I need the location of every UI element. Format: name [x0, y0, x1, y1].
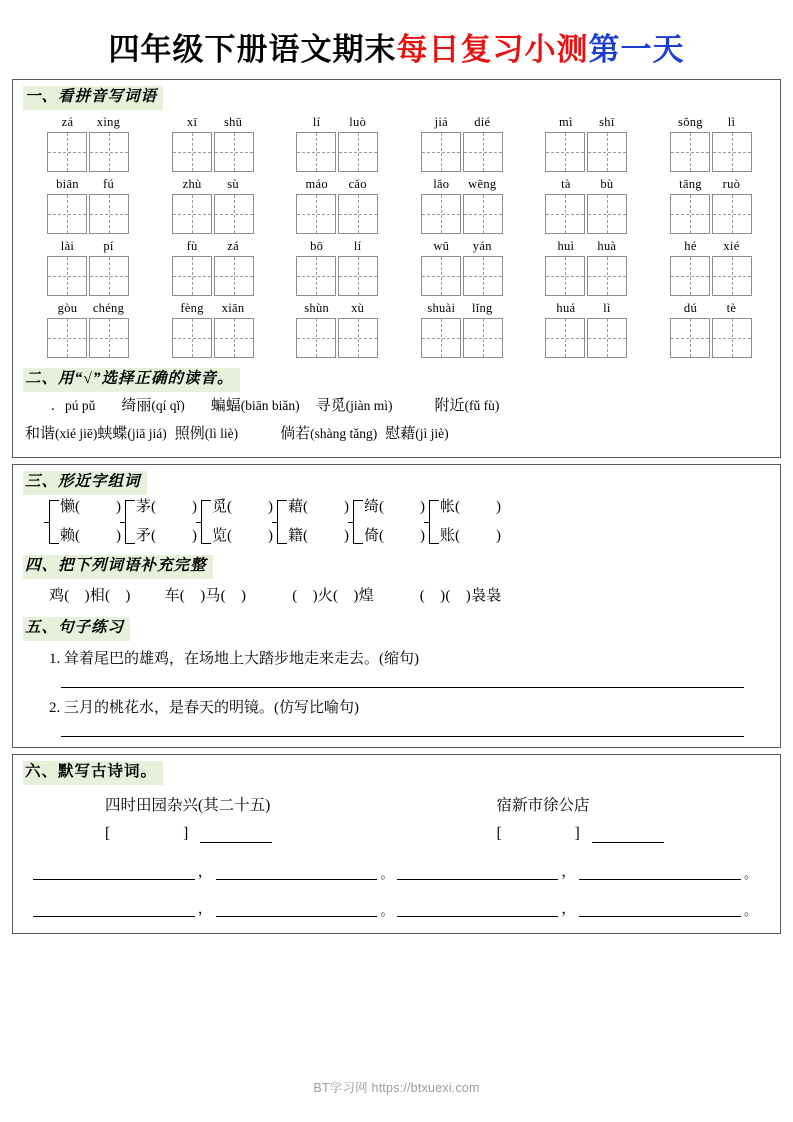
- pinyin-group: [172, 115, 254, 172]
- writing-cell[interactable]: [172, 318, 212, 358]
- pinyin-group: [670, 301, 752, 358]
- writing-cell[interactable]: [712, 256, 752, 296]
- verse-period: 。: [380, 865, 394, 881]
- writing-cell[interactable]: [545, 194, 585, 234]
- writing-cell[interactable]: [587, 318, 627, 358]
- verse-comma: ，: [561, 900, 577, 917]
- pinyin-label: tè: [726, 300, 737, 315]
- pinyin-group: [545, 115, 627, 172]
- pinyin-label: zá: [61, 114, 74, 129]
- pronunciation-item[interactable]: [65, 392, 95, 421]
- writing-cell[interactable]: [670, 194, 710, 234]
- pinyin-label: xié: [723, 238, 740, 253]
- writing-cell[interactable]: [172, 194, 212, 234]
- pair-close: ): [192, 527, 197, 544]
- character-pair: [353, 499, 425, 545]
- pinyin-label: huá: [556, 300, 576, 315]
- verse-period: 。: [380, 902, 394, 918]
- pronunciation-options: (fǔ fù): [464, 397, 500, 413]
- sentence-item-2: 2. 三月的桃花水，是春天的明镜。(仿写比喻句): [49, 699, 359, 716]
- verse-comma: ，: [197, 863, 213, 880]
- section-4-header-wrap: [23, 555, 770, 579]
- pinyin-label: xiān: [221, 300, 245, 315]
- pinyin-group: [545, 239, 627, 296]
- pair-close: ): [496, 527, 501, 544]
- pair-brace-icon: [277, 500, 287, 544]
- pinyin-label: máo: [305, 176, 328, 191]
- section-1-2-box: [12, 79, 781, 458]
- writing-cell[interactable]: [712, 194, 752, 234]
- pronunciation-line-1: [23, 392, 770, 421]
- pair-close: ): [496, 498, 501, 515]
- pinyin-label: tāng: [679, 176, 702, 191]
- pair-bottom[interactable]: [136, 528, 197, 545]
- pinyin-label: lí: [353, 238, 362, 253]
- writing-cell[interactable]: [296, 318, 336, 358]
- writing-cell[interactable]: [214, 256, 254, 296]
- pinyin-group: [296, 239, 378, 296]
- verse-period: 。: [743, 865, 757, 881]
- section-1-header-wrap: [23, 86, 770, 110]
- pinyin-label: sù: [227, 176, 239, 191]
- verse-blank[interactable]: [33, 902, 195, 917]
- pinyin-label: lǐng: [471, 300, 493, 315]
- pinyin-group: [172, 301, 254, 358]
- writing-cell[interactable]: [463, 132, 503, 172]
- pair-char: 账(: [440, 527, 460, 544]
- verse-comma: ，: [561, 863, 577, 880]
- leading-dot: .: [51, 397, 55, 414]
- writing-cell[interactable]: [712, 318, 752, 358]
- similar-character-row: [23, 495, 770, 547]
- writing-cell[interactable]: [338, 318, 378, 358]
- writing-cell[interactable]: [670, 132, 710, 172]
- section-3-heading: 三、形近字组词: [23, 471, 147, 495]
- pronunciation-options: (qí qǐ): [151, 397, 185, 413]
- character-pair: [201, 499, 273, 545]
- pinyin-label: chéng: [92, 300, 125, 315]
- pinyin-label: bù: [600, 176, 614, 191]
- pinyin-label: shī: [599, 114, 615, 129]
- pinyin-label: xī: [186, 114, 198, 129]
- verse-blank[interactable]: [216, 865, 378, 880]
- pinyin-row-3: [23, 239, 770, 296]
- pair-close: ): [116, 527, 121, 544]
- poem-author-bracket-left[interactable]: [ ]: [105, 824, 203, 842]
- pair-close: ): [268, 498, 273, 515]
- pair-char: 帐(: [440, 498, 460, 515]
- writing-cell[interactable]: [296, 256, 336, 296]
- page-title: [0, 0, 793, 79]
- writing-cell[interactable]: [47, 256, 87, 296]
- writing-cell[interactable]: [296, 132, 336, 172]
- pinyin-group: [47, 301, 129, 358]
- pair-close: ): [344, 527, 349, 544]
- pinyin-label: wū: [433, 238, 450, 253]
- verse-row-2: [23, 902, 770, 917]
- writing-cell[interactable]: [47, 132, 87, 172]
- pronunciation-options: (biān biǎn): [240, 397, 300, 413]
- verse-blank[interactable]: [579, 902, 741, 917]
- pair-bottom[interactable]: [60, 528, 121, 545]
- pinyin-group: [296, 301, 378, 358]
- writing-cell[interactable]: [670, 256, 710, 296]
- writing-cell[interactable]: [47, 194, 87, 234]
- pronunciation-word: 和谐: [25, 426, 56, 443]
- pronunciation-line-2: [23, 420, 770, 449]
- pinyin-group: [296, 115, 378, 172]
- pair-bottom[interactable]: [288, 528, 349, 545]
- sentence-item-1: 1. 耸着尾巴的雄鸡，在场地上大踏步地走来走去。(缩句): [49, 650, 419, 667]
- pinyin-label: shuài: [427, 300, 456, 315]
- pronunciation-item[interactable]: [25, 420, 97, 449]
- pronunciation-item[interactable]: [175, 420, 238, 449]
- section-5-header-wrap: [23, 617, 770, 641]
- writing-cell[interactable]: [296, 194, 336, 234]
- verse-blank[interactable]: [216, 902, 378, 917]
- writing-cell[interactable]: [587, 256, 627, 296]
- writing-cell[interactable]: [587, 132, 627, 172]
- pair-top[interactable]: [212, 499, 273, 516]
- pinyin-label: wēng: [468, 176, 497, 191]
- writing-cell[interactable]: [172, 256, 212, 296]
- pronunciation-options: pú pǔ: [65, 397, 96, 413]
- pinyin-group: [421, 177, 503, 234]
- pinyin-label: hé: [684, 238, 697, 253]
- pair-char: 绮(: [364, 498, 384, 515]
- pair-close: ): [420, 498, 425, 515]
- pronunciation-item[interactable]: [316, 392, 393, 421]
- pronunciation-word: 蝙蝠: [210, 397, 241, 414]
- pair-char: 籍(: [288, 527, 308, 544]
- verse-blank[interactable]: [33, 865, 195, 880]
- watermark: BT学习网 https://btxuexi.com: [313, 1081, 480, 1095]
- writing-cell[interactable]: [89, 318, 129, 358]
- poem-title-left: 四时田园杂兴(其二十五): [105, 796, 271, 814]
- pair-close: ): [344, 498, 349, 515]
- writing-cell[interactable]: [89, 194, 129, 234]
- pinyin-label: dú: [683, 300, 698, 315]
- writing-cell[interactable]: [421, 256, 461, 296]
- character-pair: [125, 499, 197, 545]
- word-blank-item[interactable]: ( )( )袅袅: [419, 587, 502, 604]
- pair-brace-icon: [49, 500, 59, 544]
- section-3-4-5-box: [12, 464, 781, 748]
- verse-blank[interactable]: [397, 902, 559, 917]
- pinyin-label: pí: [103, 238, 114, 253]
- pair-char: 懒(: [60, 498, 80, 515]
- pinyin-label: mì: [558, 114, 573, 129]
- word-blank-item[interactable]: 鸡( )相( ): [49, 587, 131, 604]
- pronunciation-word: 倘若: [280, 426, 311, 443]
- pronunciation-item[interactable]: [121, 392, 184, 421]
- poem-title-row: [23, 785, 770, 815]
- pinyin-label: biān: [56, 176, 79, 191]
- pair-brace-icon: [429, 500, 439, 544]
- verse-comma: ，: [197, 900, 213, 917]
- verse-blank[interactable]: [397, 865, 559, 880]
- pinyin-label: jiá: [434, 114, 448, 129]
- sentence-answer-line-1[interactable]: [61, 687, 744, 688]
- section-6-box: [12, 754, 781, 934]
- writing-cell[interactable]: [545, 132, 585, 172]
- pinyin-group: [172, 177, 254, 234]
- pair-close: ): [268, 527, 273, 544]
- pronunciation-options: (xié jiē): [55, 426, 98, 442]
- pinyin-label: xìng: [96, 114, 121, 129]
- character-pair: [277, 499, 349, 545]
- pinyin-label: dié: [474, 114, 491, 129]
- writing-cell[interactable]: [214, 132, 254, 172]
- complete-words-line: [23, 579, 770, 607]
- pinyin-group: [670, 239, 752, 296]
- writing-cell[interactable]: [463, 318, 503, 358]
- pair-char: 览(: [212, 527, 232, 544]
- pinyin-label: shùn: [304, 300, 330, 315]
- writing-cell[interactable]: [421, 132, 461, 172]
- section-5-heading: 五、句子练习: [23, 617, 130, 641]
- section-4-heading: 四、把下列词语补充完整: [23, 555, 213, 579]
- pinyin-label: shū: [223, 114, 243, 129]
- pinyin-label: lǎo: [433, 176, 450, 191]
- pinyin-label: xù: [351, 300, 365, 315]
- writing-cell[interactable]: [338, 194, 378, 234]
- poem-author-bracket-right[interactable]: [ ]: [496, 824, 594, 842]
- verse-blank[interactable]: [579, 865, 741, 880]
- pinyin-label: huà: [597, 238, 617, 253]
- poem-author-row: [23, 815, 770, 843]
- word-blank-item[interactable]: ( )火( )煌: [292, 587, 374, 604]
- writing-cell[interactable]: [214, 194, 254, 234]
- pair-close: ): [116, 498, 121, 515]
- pair-char: 矛(: [136, 527, 156, 544]
- pinyin-group: [670, 115, 752, 172]
- pair-top[interactable]: [288, 499, 349, 516]
- writing-cell[interactable]: [463, 256, 503, 296]
- pinyin-row-4: [23, 301, 770, 358]
- pinyin-group: [421, 301, 503, 358]
- writing-cell[interactable]: [89, 256, 129, 296]
- pronunciation-word: 蛱蝶: [97, 426, 128, 443]
- pair-top[interactable]: [60, 499, 121, 516]
- pinyin-group: [545, 177, 627, 234]
- pair-top[interactable]: [136, 499, 197, 516]
- verse-row-1: [23, 865, 770, 880]
- poem-author-rule-right[interactable]: [592, 828, 664, 843]
- page-title-blue-part: 第一天: [588, 32, 685, 67]
- pair-close: ): [192, 498, 197, 515]
- pinyin-label: lí: [312, 114, 321, 129]
- pinyin-row-2: [23, 177, 770, 234]
- pinyin-label: lài: [60, 238, 75, 253]
- pinyin-group: [296, 177, 378, 234]
- pinyin-label: zá: [227, 238, 239, 253]
- pinyin-label: cǎo: [348, 176, 367, 191]
- pair-char: 藉(: [288, 498, 308, 515]
- word-blank-item[interactable]: 车( )马( ): [164, 587, 247, 604]
- pair-top[interactable]: [364, 499, 425, 516]
- pronunciation-options: (lì liè): [204, 426, 239, 442]
- section-2-header-wrap: [23, 368, 770, 392]
- pronunciation-word: 照例: [174, 426, 205, 443]
- pronunciation-word: 慰藉: [385, 426, 416, 443]
- character-pair: [49, 499, 121, 545]
- pair-top[interactable]: [440, 499, 501, 516]
- pronunciation-item[interactable]: [280, 420, 377, 449]
- pinyin-group: [421, 239, 503, 296]
- writing-cell[interactable]: [338, 132, 378, 172]
- section-3-header-wrap: [23, 471, 770, 495]
- pinyin-label: fú: [102, 176, 114, 191]
- pinyin-label: fù: [186, 238, 198, 253]
- pronunciation-word: 寻觅: [315, 397, 346, 414]
- writing-cell[interactable]: [712, 132, 752, 172]
- pinyin-label: sǒng: [678, 114, 703, 129]
- pair-close: ): [420, 527, 425, 544]
- pinyin-label: lì: [727, 114, 736, 129]
- poem-title-right: 宿新市徐公店: [496, 796, 590, 814]
- writing-cell[interactable]: [670, 318, 710, 358]
- pinyin-label: tà: [561, 176, 571, 191]
- writing-cell[interactable]: [421, 194, 461, 234]
- pair-brace-icon: [353, 500, 363, 544]
- page-title-red-part: 每日复习小测: [396, 32, 589, 67]
- writing-cell[interactable]: [421, 318, 461, 358]
- pronunciation-item[interactable]: [385, 420, 448, 449]
- pinyin-label: yán: [472, 238, 492, 253]
- pronunciation-options: (jì jiè): [415, 426, 449, 442]
- pinyin-label: luò: [349, 114, 367, 129]
- pronunciation-item[interactable]: [211, 392, 300, 421]
- pinyin-label: gòu: [57, 300, 78, 315]
- pronunciation-item[interactable]: [435, 392, 500, 421]
- pinyin-group: [172, 239, 254, 296]
- pinyin-label: fèng: [180, 300, 204, 315]
- section-6-heading: 六、默写古诗词。: [23, 761, 163, 785]
- pinyin-label: lì: [603, 300, 611, 315]
- pinyin-label: huì: [557, 238, 575, 253]
- writing-cell[interactable]: [47, 318, 87, 358]
- pair-bottom[interactable]: [364, 528, 425, 545]
- pair-bottom[interactable]: [440, 528, 501, 545]
- section-6-header-wrap: [23, 761, 770, 785]
- pinyin-label: ruò: [722, 176, 741, 191]
- pronunciation-item[interactable]: [97, 420, 166, 449]
- pair-char: 觅(: [212, 498, 232, 515]
- writing-cell[interactable]: [89, 132, 129, 172]
- poem-author-rule-left[interactable]: [200, 828, 272, 843]
- character-pair: [429, 499, 501, 545]
- writing-cell[interactable]: [545, 256, 585, 296]
- sentence-answer-line-2[interactable]: [61, 736, 744, 737]
- pinyin-group: [545, 301, 627, 358]
- pronunciation-word: 绮丽: [121, 397, 152, 414]
- pinyin-group: [670, 177, 752, 234]
- page-title-black-part: 四年级下册语文期末: [108, 32, 397, 67]
- pinyin-label: bō: [310, 238, 324, 253]
- section-2-heading: 二、用“√”选择正确的读音。: [23, 368, 240, 392]
- pair-bottom[interactable]: [212, 528, 273, 545]
- writing-cell[interactable]: [214, 318, 254, 358]
- writing-cell[interactable]: [338, 256, 378, 296]
- pair-char: 倚(: [364, 527, 384, 544]
- section-1-heading: 一、看拼音写词语: [23, 86, 163, 110]
- pronunciation-options: (jiàn mì): [345, 397, 393, 413]
- pair-char: 赖(: [60, 527, 80, 544]
- pronunciation-options: (jiā jiá): [127, 426, 167, 442]
- pronunciation-options: (shàng tǎng): [310, 426, 378, 442]
- writing-cell[interactable]: [587, 194, 627, 234]
- pinyin-group: [47, 177, 129, 234]
- writing-cell[interactable]: [172, 132, 212, 172]
- pair-char: 茅(: [136, 498, 156, 515]
- pinyin-label: zhù: [182, 176, 202, 191]
- pair-brace-icon: [201, 500, 211, 544]
- pinyin-group: [47, 239, 129, 296]
- pinyin-group: [47, 115, 129, 172]
- pair-brace-icon: [125, 500, 135, 544]
- writing-cell[interactable]: [463, 194, 503, 234]
- pronunciation-word: 附近: [434, 397, 465, 414]
- verse-period: 。: [743, 902, 757, 918]
- writing-cell[interactable]: [545, 318, 585, 358]
- pinyin-group: [421, 115, 503, 172]
- pinyin-row-1: [23, 115, 770, 172]
